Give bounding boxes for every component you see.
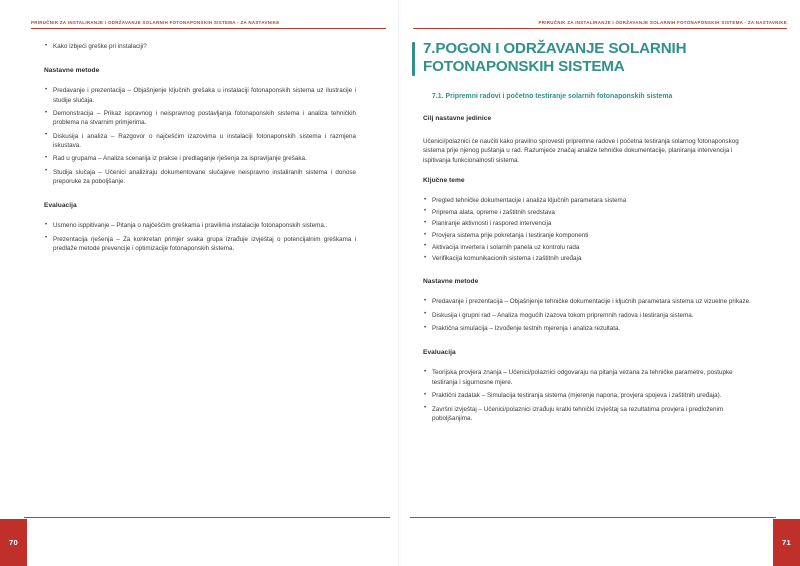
footer-rule-left [24, 517, 390, 519]
list-item: • Kako izbjeći greške pri instalaciji? [44, 42, 356, 51]
page-number-left: 70 [0, 519, 27, 566]
running-header-rule [413, 28, 787, 29]
list-item: • Aktivacija invertera i solarnih panela uz kontrolu rada [423, 243, 753, 252]
list-item: • Pregled tehničke dokumentacije i analiza ključnih parametara sistema [423, 196, 753, 205]
list-item: • Rad u grupama – Analiza scenarija iz prakse i predlaganje rješenja za ispravljanje grešaka. [44, 154, 356, 163]
list-item: • Prezentacija rješenja – Za konkretan primjer svaka grupa izrađuje izvještaj o potencijalnim greškama i predlaže metode prevencije i optimizacije fotonaponskih sistema. [44, 235, 356, 253]
list-item: • Diskusija i grupni rad – Analiza mogućih izazova tokom pripremnih radova i testiranja sistema. [423, 311, 753, 320]
list-item: • Praktični zadatak – Simulacija testiranja sistema (mjerenje napona, provjera spojeva i zaštitnih uređaja). [423, 391, 753, 400]
heading-cilj-nastavne-jedinice: Cilj nastavne jedinice [423, 115, 492, 122]
methods-bullet-list [423, 297, 753, 333]
intro-bullet-list [44, 42, 356, 51]
list-item: • Demonstracija – Prikaz ispravnog i neispravnog postavljanja fotonaponskih sistema i analiza tehničkih problema na stvarnim primjerima. [44, 109, 356, 127]
section-title: 7.1. Pripremni radovi i početno testiranje solarnih fotonaponskih sistema [432, 93, 673, 100]
spacer [423, 337, 753, 348]
list-item: • Teorijska provjera znanja – Učenici/polaznici odgovaraju na pitanja vezana za tehničke parametre, postupke testiranja i sigurnosne mjere. [423, 368, 753, 386]
running-header-rule [31, 28, 386, 29]
evaluation-bullet-list [423, 368, 753, 422]
evaluation-bullet-list [44, 221, 356, 253]
running-header-text: PRIRUČNIK ZA INSTALIRANJE I ODRŽAVANJE SOLARNIH FOTONAPONSKIH SISTEMA - ZA NASTAVNIKE [538, 20, 787, 25]
spacer [423, 129, 753, 137]
key-topics-bullet-list [423, 196, 753, 264]
list-item: • Završni izvještaj – Učenici/polaznici izrađuju kratki tehnički izvještaj sa rezultatima provjera i predloženim poboljšanjima. [423, 405, 753, 423]
heading-kljucne-teme: Ključne teme [423, 176, 465, 184]
objective-paragraph: Učenici/polaznici će naučiti kako pravilno sprovesti pripremne radove i početna testiranja solarnog fotonaponskog sistema prije njenog puštanja u rad. Razumjeće značaj analize tehničke dokumentacije, planiranja intervencija i ispitivanja funkcionalnosti sistema. [423, 138, 739, 164]
spacer [44, 55, 356, 66]
list-item: • Predavanje i prezentacija – Objašnjenje tehničke dokumentacije i ključnih parametara sistema uz vizuelne prikaze. [423, 297, 753, 306]
list-item: • Usmeno isppitivanje – Pitanja o najčešćim greškama i pravilima instalacije fotonaponskih sistema.. [44, 221, 356, 230]
chapter-accent-bar [412, 42, 415, 76]
heading-evaluacija: Evaluacija [44, 202, 77, 210]
heading-evaluacija: Evaluacija [423, 349, 456, 357]
chapter-title-block [423, 40, 773, 77]
list-item: • Praktična simulacija – Izvođenje testnih mjerenja i analiza rezultata. [423, 324, 753, 333]
spacer [423, 266, 753, 277]
list-item: • Studija slučaja – Učenici analiziraju dokumentovane slučajeve neispravno instaliranih sistema i donose preporuke za poboljšanje. [44, 168, 356, 186]
footer-rule-right [410, 517, 776, 519]
list-item: • Predavanje i prezentacija – Objašnjenje ključnih grešaka u instalaciji fotonaponskih sistema uz ilustracije i studije slučaja. [44, 86, 356, 104]
list-item: • Verifikacija komunikacionih sistema i zaštitnih uređaja [423, 254, 753, 263]
list-item: • Planiranje aktivnosti i raspored intervencija [423, 219, 753, 228]
running-header-right [413, 19, 787, 33]
right-page-content [423, 114, 753, 427]
running-header-text: PRIRUČNIK ZA INSTALIRANJE I ODRŽAVANJE SOLARNIH FOTONAPONSKIH SISTEMA - ZA NASTAVNIKE [31, 20, 280, 25]
heading-nastavne-metode: Nastavne metode [423, 278, 479, 286]
running-header-left [31, 19, 386, 33]
page-number-right: 71 [773, 519, 800, 566]
right-page [401, 0, 800, 566]
list-item: • Provjera sistema prije pokretanja i testiranje komponenti [423, 231, 753, 240]
spacer [44, 190, 356, 201]
heading-nastavne-metode: Nastavne metode [44, 67, 100, 75]
list-item: • Priprema alata, opreme i zaštitnih sredstava [423, 208, 753, 217]
list-item: • Diskusija i analiza – Razgovor o najčešćim izazovima u instalaciji fotonaponskih sistema i razmjena iskustava. [44, 132, 356, 150]
chapter-title: 7.POGON I ODRŽAVANJE SOLARNIH FOTONAPONSKIH SISTEMA [423, 40, 687, 76]
spacer [423, 165, 753, 176]
methods-bullet-list [44, 86, 356, 185]
left-page [0, 0, 399, 566]
left-page-content [44, 42, 356, 257]
